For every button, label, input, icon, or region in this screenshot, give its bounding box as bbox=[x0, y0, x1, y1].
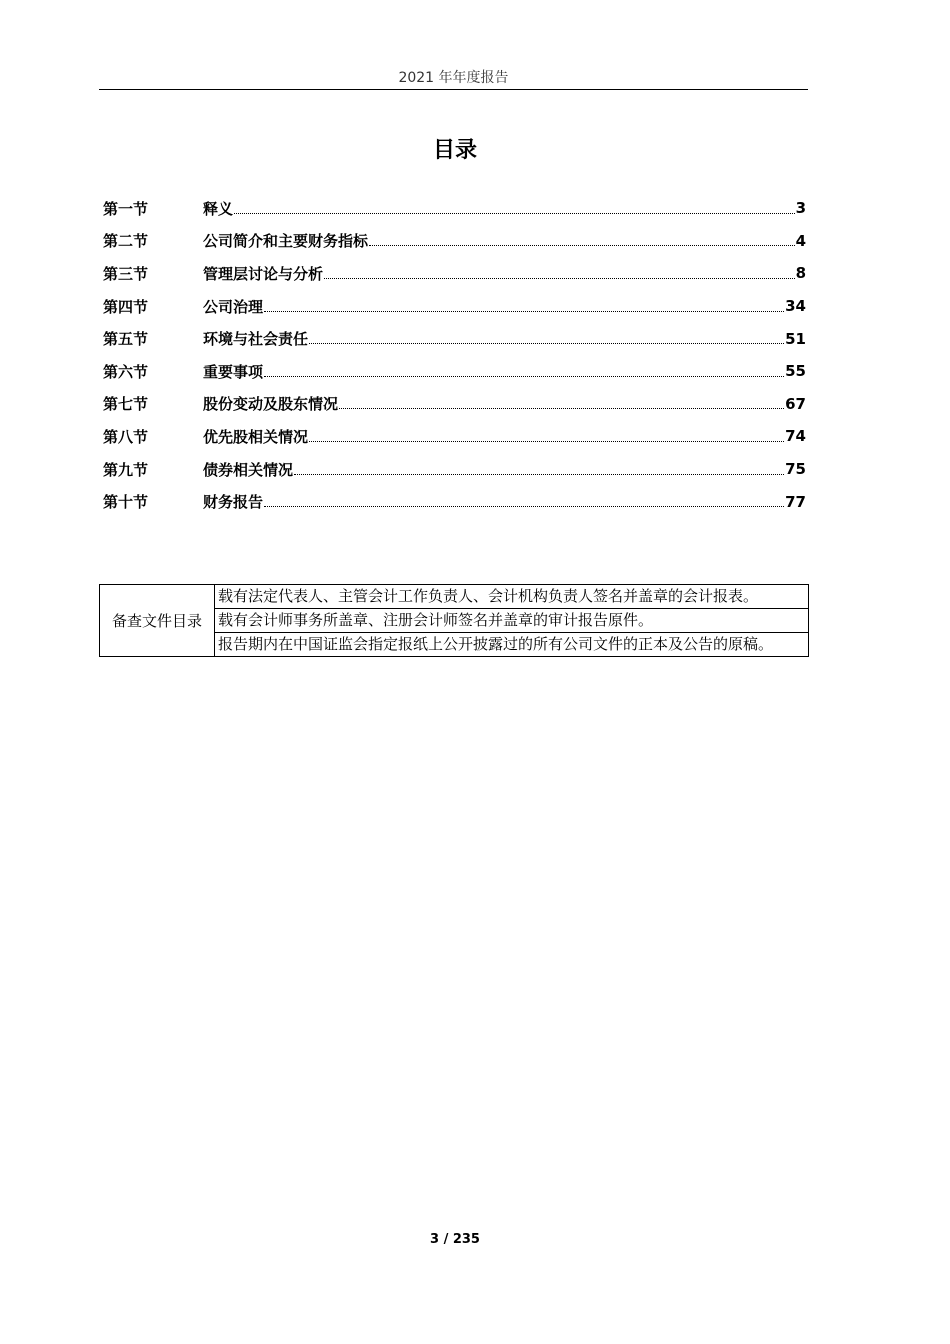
toc-page-number: 51 bbox=[785, 329, 806, 348]
toc-section-number: 第二节 bbox=[103, 232, 149, 251]
toc-item[interactable] bbox=[103, 355, 806, 388]
toc-page-number: 34 bbox=[785, 297, 806, 316]
toc-section-number: 第一节 bbox=[103, 199, 149, 218]
toc-page-number: 55 bbox=[785, 362, 806, 381]
toc-leader-dots bbox=[324, 278, 795, 279]
toc-page-number: 8 bbox=[795, 264, 806, 283]
toc-leader-dots bbox=[234, 213, 795, 214]
toc-leader-dots bbox=[339, 408, 784, 409]
reference-document-item: 载有法定代表人、主管会计工作负责人、会计机构负责人签名并盖章的会计报表。 bbox=[215, 585, 809, 609]
toc-section-number: 第四节 bbox=[103, 297, 149, 316]
toc-section-number: 第八节 bbox=[103, 427, 149, 446]
reference-document-item: 载有会计师事务所盖章、注册会计师签名并盖章的审计报告原件。 bbox=[215, 609, 809, 633]
toc-page-number: 74 bbox=[785, 427, 806, 446]
toc-item[interactable] bbox=[103, 225, 806, 258]
table-row bbox=[100, 585, 809, 609]
toc-title: 目录 bbox=[432, 138, 477, 163]
toc-item[interactable] bbox=[103, 257, 806, 290]
table-of-contents bbox=[103, 192, 806, 518]
reference-document-item: 报告期内在中国证监会指定报纸上公开披露过的所有公司文件的正本及公告的原稿。 bbox=[215, 633, 809, 657]
toc-leader-dots bbox=[309, 343, 784, 344]
toc-section-number: 第五节 bbox=[103, 330, 149, 349]
page-number-footer: 3 / 235 bbox=[430, 1232, 480, 1247]
toc-leader-dots bbox=[264, 376, 784, 377]
toc-item[interactable] bbox=[103, 192, 806, 225]
toc-leader-dots bbox=[309, 441, 784, 442]
toc-section-label: 股份变动及股东情况 bbox=[203, 395, 339, 414]
toc-item[interactable] bbox=[103, 420, 806, 453]
toc-section-label: 释义 bbox=[203, 199, 234, 218]
toc-item[interactable] bbox=[103, 453, 806, 486]
toc-section-label: 公司简介和主要财务指标 bbox=[203, 232, 369, 251]
toc-item[interactable] bbox=[103, 388, 806, 421]
toc-section-number: 第六节 bbox=[103, 362, 149, 381]
toc-section-label: 债券相关情况 bbox=[203, 460, 294, 479]
toc-section-label: 重要事项 bbox=[203, 362, 264, 381]
toc-section-label: 财务报告 bbox=[203, 493, 264, 512]
toc-leader-dots bbox=[369, 245, 795, 246]
toc-leader-dots bbox=[264, 506, 784, 507]
toc-page-number: 77 bbox=[785, 492, 806, 511]
toc-section-label: 管理层讨论与分析 bbox=[203, 264, 324, 283]
toc-page-number: 67 bbox=[785, 394, 806, 413]
page-header bbox=[99, 64, 808, 90]
header-title: 2021 年年度报告 bbox=[398, 70, 509, 86]
toc-section-label: 公司治理 bbox=[203, 297, 264, 316]
toc-section-number: 第三节 bbox=[103, 264, 149, 283]
toc-page-number: 75 bbox=[785, 460, 806, 479]
toc-page-number: 3 bbox=[795, 199, 806, 218]
reference-documents-table bbox=[99, 584, 809, 657]
toc-section-label: 优先股相关情况 bbox=[203, 427, 309, 446]
toc-section-label: 环境与社会责任 bbox=[203, 330, 309, 349]
toc-section-number: 第九节 bbox=[103, 460, 149, 479]
toc-item[interactable] bbox=[103, 485, 806, 518]
toc-section-number: 第七节 bbox=[103, 395, 149, 414]
toc-page-number: 4 bbox=[795, 231, 806, 250]
toc-leader-dots bbox=[294, 474, 784, 475]
reference-documents-label: 备查文件目录 bbox=[100, 585, 215, 657]
toc-item[interactable] bbox=[103, 290, 806, 323]
toc-leader-dots bbox=[264, 311, 784, 312]
toc-item[interactable] bbox=[103, 322, 806, 355]
toc-section-number: 第十节 bbox=[103, 493, 149, 512]
